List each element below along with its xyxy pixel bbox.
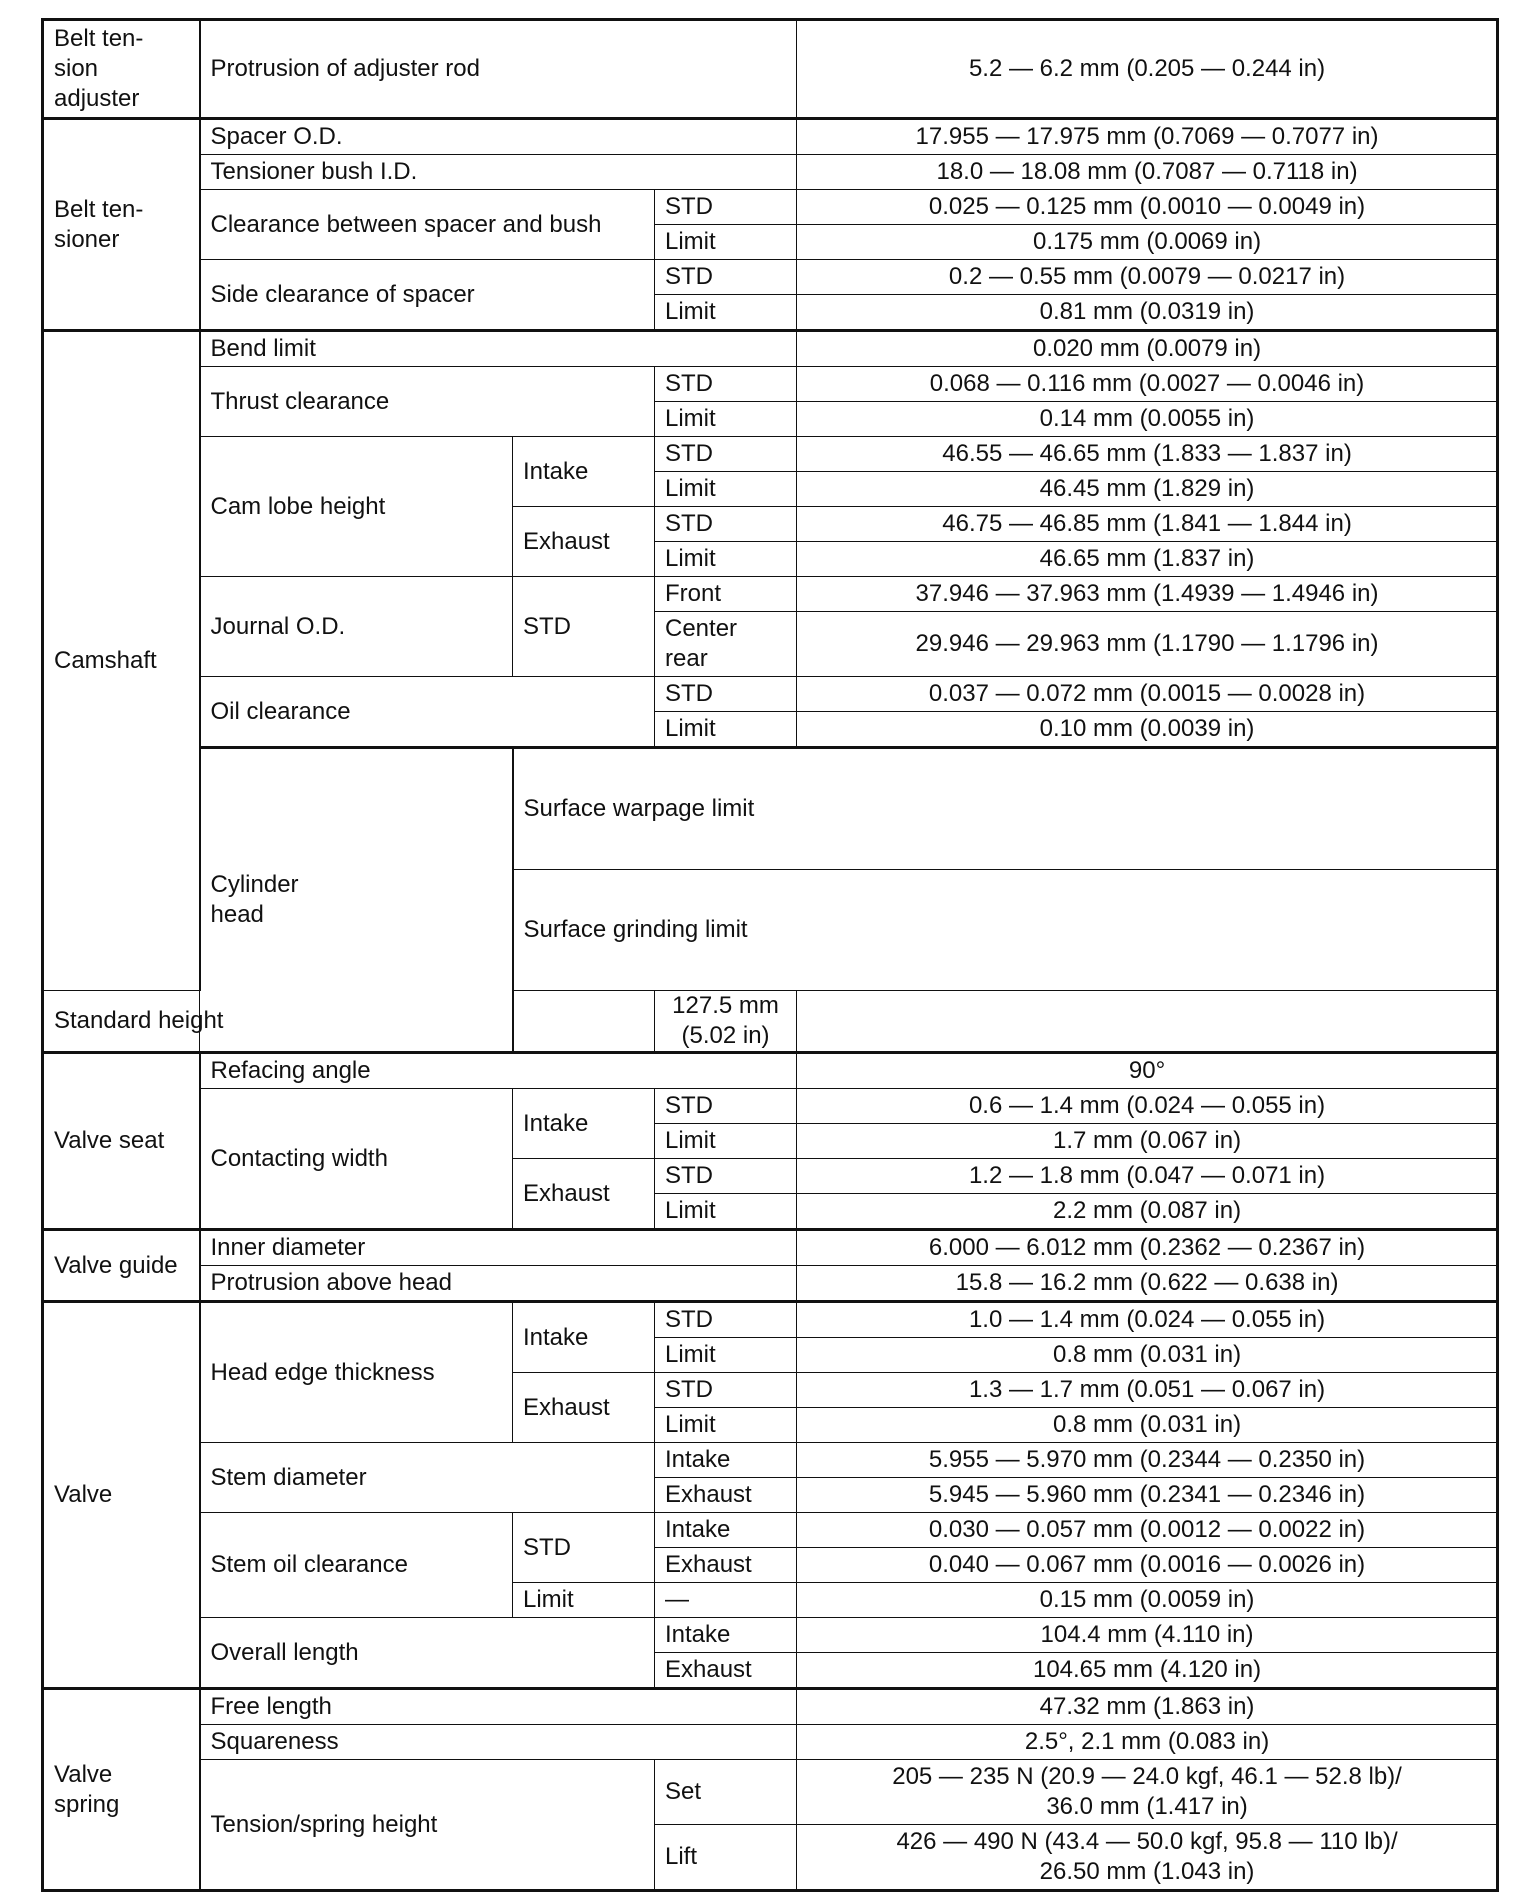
- exhaust-label: Exhaust: [655, 1548, 797, 1583]
- section-belt-tension-adjuster: Belt ten- sion adjuster: [43, 20, 200, 119]
- seat-exhaust-std-value: 1.2 — 1.8 mm (0.047 — 0.071 in): [797, 1159, 1498, 1194]
- cam-lobe-height-label: Cam lobe height: [200, 437, 513, 577]
- std-label: STD: [655, 190, 797, 225]
- table-row: [43, 367, 1498, 402]
- spacer-bush-clearance-limit-value: 0.175 mm (0.0069 in): [797, 225, 1498, 260]
- camshaft-oil-clearance-label: Oil clearance: [200, 677, 655, 748]
- limit-label: Limit: [513, 1583, 655, 1618]
- table-row: [43, 1513, 1498, 1548]
- head-intake-std-value: 1.0 — 1.4 mm (0.024 — 0.055 in): [797, 1302, 1498, 1338]
- limit-label: Limit: [655, 472, 797, 507]
- seat-intake-limit-value: 1.7 mm (0.067 in): [797, 1124, 1498, 1159]
- section-valve-seat: Valve seat: [43, 1053, 200, 1230]
- limit-label: Limit: [655, 542, 797, 577]
- table-row: [43, 1760, 1498, 1825]
- spacer-od-label: Spacer O.D.: [200, 119, 797, 155]
- limit-label: Limit: [655, 1124, 797, 1159]
- std-label: STD: [655, 437, 797, 472]
- head-intake-limit-value: 0.8 mm (0.031 in): [797, 1338, 1498, 1373]
- exhaust-label: Exhaust: [655, 1653, 797, 1689]
- exhaust-label: Exhaust: [513, 1159, 655, 1230]
- lift-value: 426 — 490 N (43.4 — 50.0 kgf, 95.8 — 110 lb)/ 26.50 mm (1.043 in): [797, 1825, 1498, 1891]
- head-exhaust-std-value: 1.3 — 1.7 mm (0.051 — 0.067 in): [797, 1373, 1498, 1408]
- specification-table: [41, 18, 1499, 1892]
- camshaft-oil-clearance-std-value: 0.037 — 0.072 mm (0.0015 — 0.0028 in): [797, 677, 1498, 712]
- section-belt-tensioner: Belt ten- sioner: [43, 119, 200, 331]
- contacting-width-label: Contacting width: [200, 1089, 513, 1230]
- table-row: [43, 1725, 1498, 1760]
- stem-exhaust-value: 5.945 — 5.960 mm (0.2341 — 0.2346 in): [797, 1478, 1498, 1513]
- std-label: STD: [655, 367, 797, 402]
- std-label: STD: [513, 577, 655, 677]
- journal-od-label: Journal O.D.: [200, 577, 513, 677]
- refacing-angle-value: 90°: [797, 1053, 1498, 1089]
- set-value: 205 — 235 N (20.9 — 24.0 kgf, 46.1 — 52.8 lb)/ 36.0 mm (1.417 in): [797, 1760, 1498, 1825]
- table-row: [43, 577, 1498, 612]
- std-label: STD: [655, 507, 797, 542]
- stem-intake-value: 5.955 — 5.970 mm (0.2344 — 0.2350 in): [797, 1443, 1498, 1478]
- std-label: STD: [655, 1089, 797, 1124]
- section-valve-guide: Valve guide: [43, 1230, 200, 1302]
- bush-id-label: Tensioner bush I.D.: [200, 155, 797, 190]
- free-length-value: 47.32 mm (1.863 in): [797, 1689, 1498, 1725]
- exhaust-label: Exhaust: [655, 1478, 797, 1513]
- cam-lobe-intake-limit-value: 46.45 mm (1.829 in): [797, 472, 1498, 507]
- exhaust-label: Exhaust: [513, 507, 655, 577]
- adjuster-rod-protrusion-label: Protrusion of adjuster rod: [200, 20, 797, 119]
- thrust-clearance-label: Thrust clearance: [200, 367, 655, 437]
- spacer-bush-clearance-label: Clearance between spacer and bush: [200, 190, 655, 260]
- std-label: STD: [655, 1159, 797, 1194]
- cam-lobe-exhaust-limit-value: 46.65 mm (1.837 in): [797, 542, 1498, 577]
- camshaft-oil-clearance-limit-value: 0.10 mm (0.0039 in): [797, 712, 1498, 748]
- table-row: [43, 190, 1498, 225]
- std-label: STD: [655, 1373, 797, 1408]
- standard-height-value: 127.5 mm (5.02 in): [655, 991, 797, 1053]
- std-label: STD: [655, 260, 797, 295]
- thrust-clearance-limit-value: 0.14 mm (0.0055 in): [797, 402, 1498, 437]
- cam-lobe-exhaust-std-value: 46.75 — 46.85 mm (1.841 — 1.844 in): [797, 507, 1498, 542]
- table-row: [43, 1689, 1498, 1725]
- stem-oil-clearance-label: Stem oil clearance: [200, 1513, 513, 1618]
- cam-lobe-intake-std-value: 46.55 — 46.65 mm (1.833 — 1.837 in): [797, 437, 1498, 472]
- side-clearance-limit-value: 0.81 mm (0.0319 in): [797, 295, 1498, 331]
- std-label: STD: [513, 1513, 655, 1583]
- free-length-label: Free length: [200, 1689, 797, 1725]
- standard-height-label: Standard height: [43, 991, 655, 1053]
- table-row: [43, 437, 1498, 472]
- seat-intake-std-value: 0.6 — 1.4 mm (0.024 — 0.055 in): [797, 1089, 1498, 1124]
- limit-label: Limit: [655, 712, 797, 748]
- std-label: STD: [655, 1302, 797, 1338]
- table-row: [43, 1053, 1498, 1089]
- section-valve: Valve: [43, 1302, 200, 1689]
- dash-placeholder: —: [655, 1583, 797, 1618]
- set-label: Set: [655, 1760, 797, 1825]
- bush-id-value: 18.0 — 18.08 mm (0.7087 — 0.7118 in): [797, 155, 1498, 190]
- table-row: [43, 119, 1498, 155]
- journal-front-value: 37.946 — 37.963 mm (1.4939 — 1.4946 in): [797, 577, 1498, 612]
- surface-grinding-label: Surface grinding limit: [513, 870, 1498, 991]
- overall-length-label: Overall length: [200, 1618, 655, 1689]
- table-row: [43, 1266, 1498, 1302]
- stem-diameter-label: Stem diameter: [200, 1443, 655, 1513]
- protrusion-above-head-value: 15.8 — 16.2 mm (0.622 — 0.638 in): [797, 1266, 1498, 1302]
- protrusion-above-head-label: Protrusion above head: [200, 1266, 797, 1302]
- adjuster-rod-protrusion-value: 5.2 — 6.2 mm (0.205 — 0.244 in): [797, 20, 1498, 119]
- table-row: [43, 1089, 1498, 1124]
- inner-diameter-label: Inner diameter: [200, 1230, 797, 1266]
- table-row: [43, 1443, 1498, 1478]
- table-row: [43, 1302, 1498, 1338]
- limit-label: Limit: [655, 295, 797, 331]
- section-cylinder-head: Cylinder head: [200, 748, 513, 1053]
- table-row: [43, 260, 1498, 295]
- thrust-clearance-std-value: 0.068 — 0.116 mm (0.0027 — 0.0046 in): [797, 367, 1498, 402]
- std-label: STD: [655, 677, 797, 712]
- intake-label: Intake: [513, 1089, 655, 1159]
- table-row: [43, 1230, 1498, 1266]
- surface-warpage-label: Surface warpage limit: [513, 748, 1498, 870]
- table-row: [43, 20, 1498, 119]
- table-row: [43, 331, 1498, 367]
- stem-oil-exhaust-value: 0.040 — 0.067 mm (0.0016 — 0.0026 in): [797, 1548, 1498, 1583]
- limit-label: Limit: [655, 402, 797, 437]
- head-edge-thickness-label: Head edge thickness: [200, 1302, 513, 1443]
- center-rear-label: Center rear: [655, 612, 797, 677]
- limit-label: Limit: [655, 1194, 797, 1230]
- lift-label: Lift: [655, 1825, 797, 1891]
- length-intake-value: 104.4 mm (4.110 in): [797, 1618, 1498, 1653]
- table-row: [43, 677, 1498, 712]
- side-clearance-std-value: 0.2 — 0.55 mm (0.0079 — 0.0217 in): [797, 260, 1498, 295]
- limit-label: Limit: [655, 1408, 797, 1443]
- front-label: Front: [655, 577, 797, 612]
- spacer-od-value: 17.955 — 17.975 mm (0.7069 — 0.7077 in): [797, 119, 1498, 155]
- squareness-label: Squareness: [200, 1725, 797, 1760]
- limit-label: Limit: [655, 1338, 797, 1373]
- head-exhaust-limit-value: 0.8 mm (0.031 in): [797, 1408, 1498, 1443]
- intake-label: Intake: [655, 1513, 797, 1548]
- intake-label: Intake: [655, 1443, 797, 1478]
- section-camshaft: Camshaft: [43, 331, 200, 991]
- spacer-bush-clearance-std-value: 0.025 — 0.125 mm (0.0010 — 0.0049 in): [797, 190, 1498, 225]
- stem-oil-limit-value: 0.15 mm (0.0059 in): [797, 1583, 1498, 1618]
- table-row: [43, 155, 1498, 190]
- table-row: [43, 1618, 1498, 1653]
- inner-diameter-value: 6.000 — 6.012 mm (0.2362 — 0.2367 in): [797, 1230, 1498, 1266]
- bend-limit-label: Bend limit: [200, 331, 797, 367]
- bend-limit-value: 0.020 mm (0.0079 in): [797, 331, 1498, 367]
- table-row: [43, 991, 1498, 1053]
- intake-label: Intake: [513, 437, 655, 507]
- squareness-value: 2.5°, 2.1 mm (0.083 in): [797, 1725, 1498, 1760]
- seat-exhaust-limit-value: 2.2 mm (0.087 in): [797, 1194, 1498, 1230]
- tension-spring-height-label: Tension/spring height: [200, 1760, 655, 1891]
- table-row: [43, 748, 1498, 870]
- intake-label: Intake: [655, 1618, 797, 1653]
- length-exhaust-value: 104.65 mm (4.120 in): [797, 1653, 1498, 1689]
- stem-oil-intake-value: 0.030 — 0.057 mm (0.0012 — 0.0022 in): [797, 1513, 1498, 1548]
- exhaust-label: Exhaust: [513, 1373, 655, 1443]
- journal-center-rear-value: 29.946 — 29.963 mm (1.1790 — 1.1796 in): [797, 612, 1498, 677]
- refacing-angle-label: Refacing angle: [200, 1053, 797, 1089]
- limit-label: Limit: [655, 225, 797, 260]
- section-valve-spring: Valve spring: [43, 1689, 200, 1891]
- intake-label: Intake: [513, 1302, 655, 1373]
- side-clearance-label: Side clearance of spacer: [200, 260, 655, 331]
